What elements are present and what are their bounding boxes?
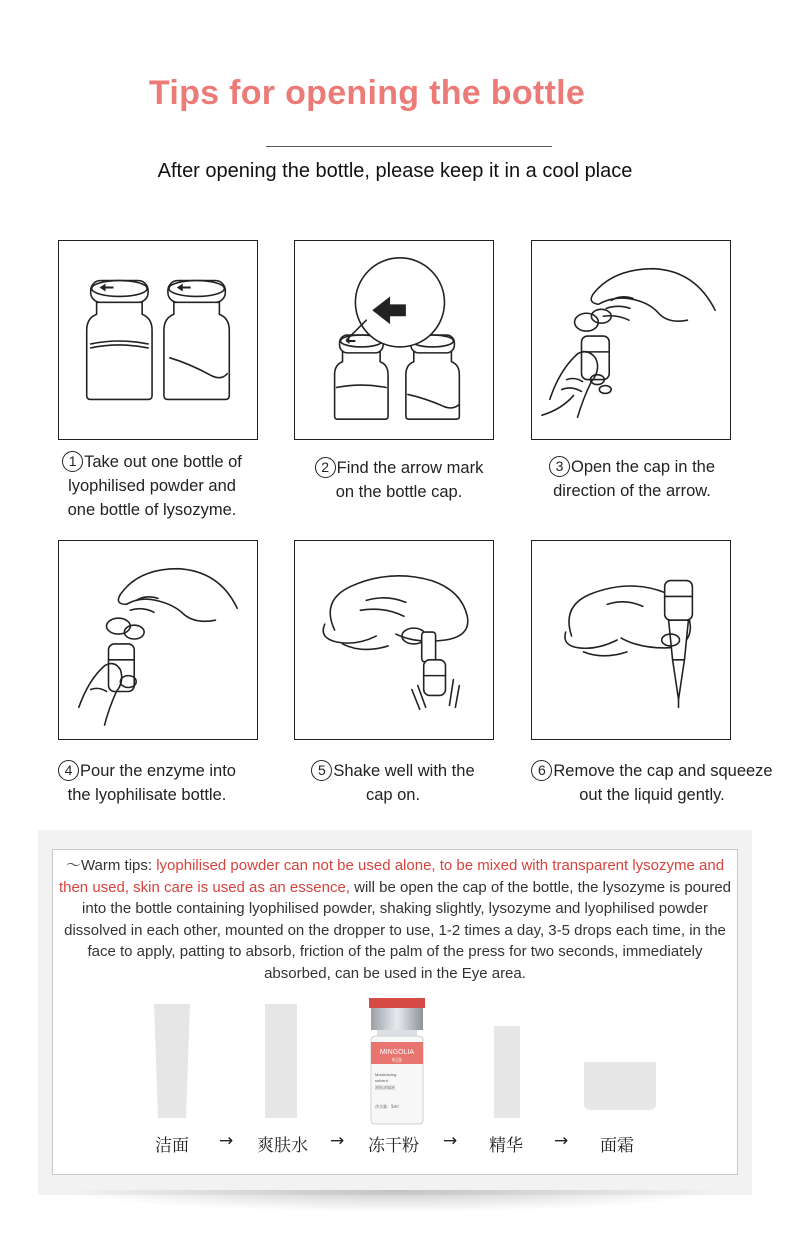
flow-step-powder: 冻干粉	[368, 1136, 419, 1156]
vial-brand-cn: 明洛	[391, 1058, 403, 1064]
vial-line3: 润肤溶媒液	[375, 1085, 395, 1090]
step-number: 2	[315, 457, 336, 478]
tips-body: will be open the cap of the bottle, the lysozyme is poured into the bottle containing lyophilised powder, shaking slightly, lysozyme and lyophilised powder dissolved in each other, mounted on the dropper to use, 1-2 times a day, 3-5 drops each time, in the face to apply, patting to absorb, friction of the palm of the press for two seconds, immediately absorbed, can be used in the Eye area.	[64, 878, 732, 982]
flow-arrow: →	[330, 1131, 345, 1151]
page-subtitle: After opening the bottle, please keep it in a cool place	[157, 160, 633, 182]
cleanser-tube-icon	[152, 1002, 192, 1120]
step-2-illustration	[294, 240, 494, 440]
cream-jar-icon	[584, 1060, 656, 1112]
step-4-illustration	[58, 540, 258, 740]
vial-line2: solvent	[375, 1078, 388, 1083]
step-number: 1	[62, 451, 83, 472]
title-divider	[266, 146, 552, 147]
tips-highlight: lyophilised powder can not be used alone, to be mixed with transparent lysozyme and then used, skin care is used as an essence,	[58, 857, 725, 896]
flow-step-cleanser: 洁面	[155, 1136, 189, 1156]
flow-arrow: →	[554, 1131, 569, 1151]
step-1-illustration	[58, 240, 258, 440]
tips-prefix: 〜Warm tips:	[65, 857, 157, 874]
flow-step-toner: 爽肤水	[257, 1136, 308, 1156]
essence-bottle-icon	[494, 1026, 520, 1118]
flow-arrow: →	[443, 1131, 458, 1151]
step-5-illustration	[294, 540, 494, 740]
step-1-caption: 1 Take out one bottle of lyophilised powder and one bottle of lysozyme.	[42, 450, 262, 522]
vial-brand: MINGOLIA	[379, 1049, 415, 1056]
flow-step-essence: 精华	[489, 1136, 523, 1156]
step-2-caption: 2 Find the arrow mark on the bottle cap.	[294, 456, 504, 504]
page-title: Tips for opening the bottle	[148, 74, 586, 112]
step-3-illustration	[531, 240, 731, 440]
flow-arrow: →	[219, 1131, 234, 1151]
lyophilised-powder-vial	[365, 996, 429, 1126]
step-3-caption: 3 Open the cap in the direction of the arrow.	[528, 455, 736, 503]
tips-shadow	[60, 1190, 730, 1212]
vial-line1: Moisturizing	[375, 1072, 397, 1077]
step-number: 5	[311, 760, 332, 781]
step-4-caption: 4 Pour the enzyme into the lyophilisate bottle.	[36, 759, 258, 807]
vial-line4: 净含量：5ml	[375, 1104, 399, 1109]
step-5-caption: 5 Shake well with the cap on.	[290, 759, 496, 807]
step-number: 3	[549, 456, 570, 477]
step-number: 4	[58, 760, 79, 781]
warm-tips-text	[57, 855, 733, 985]
step-6-illustration	[531, 540, 731, 740]
step-number: 6	[531, 760, 552, 781]
flow-step-cream: 面霜	[600, 1136, 634, 1156]
toner-bottle-icon	[265, 1004, 297, 1118]
step-6-caption: 6 Remove the cap and squeeze out the liquid gently.	[514, 759, 790, 807]
